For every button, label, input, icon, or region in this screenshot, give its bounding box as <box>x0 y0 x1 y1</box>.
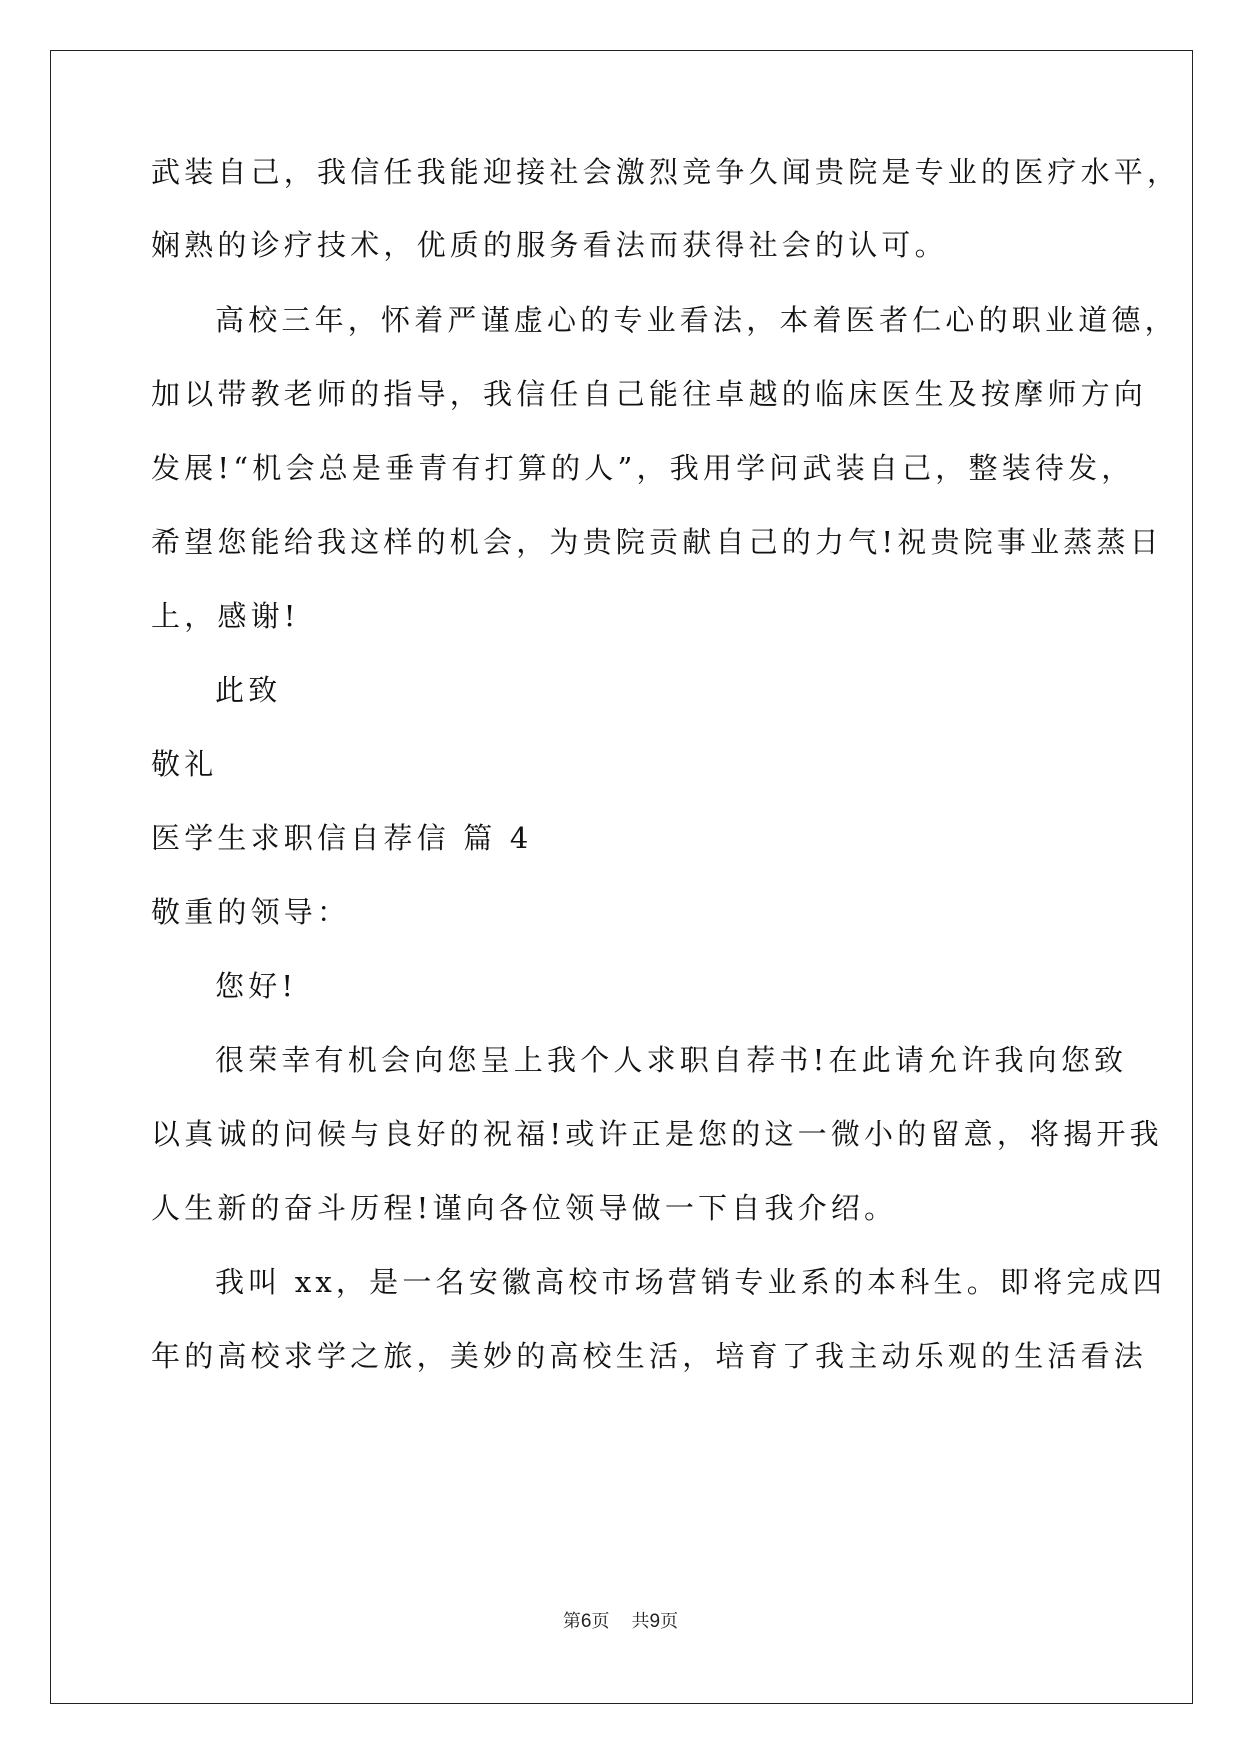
footer-page-number: 6 <box>580 1611 592 1632</box>
page-border <box>50 50 1193 1704</box>
greeting-recipient: 敬重的领导： <box>151 895 351 929</box>
page-footer <box>0 1610 1241 1634</box>
footer-total-number: 9 <box>649 1611 661 1632</box>
text-line: 很荣幸有机会向您呈上我个人求职自荐书!在此请允许我向您致 <box>215 1043 1128 1077</box>
footer-total-suffix: 页 <box>660 1611 679 1632</box>
greeting: 您好! <box>215 969 298 1003</box>
text-line: 娴熟的诊疗技术，优质的服务看法而获得社会的认可。 <box>151 228 948 262</box>
footer-page-suffix: 页 <box>591 1611 610 1632</box>
salutation-closing: 此致 <box>215 673 282 707</box>
text-line: 我叫 xx，是一名安徽高校市场营销专业系的本科生。即将完成四 <box>215 1265 1166 1299</box>
salutation-regards: 敬礼 <box>151 747 218 781</box>
text-line: 上，感谢! <box>151 599 300 633</box>
text-line: 高校三年，怀着严谨虚心的专业看法，本着医者仁心的职业道德， <box>215 303 1178 337</box>
text-line: 发展!“机会总是垂青有打算的人”，我用学问武装自己，整装待发， <box>151 451 1135 485</box>
footer-total-prefix: 共 <box>631 1611 650 1632</box>
text-line: 人生新的奋斗历程!谨向各位领导做一下自我介绍。 <box>151 1191 898 1225</box>
text-line: 武装自己，我信任我能迎接社会激烈竞争久闻贵院是专业的医疗水平， <box>151 155 1181 189</box>
text-line: 希望您能给我这样的机会，为贵院贡献自己的力气!祝贵院事业蒸蒸日 <box>151 525 1163 559</box>
text-line: 以真诚的问候与良好的祝福!或许正是您的这一微小的留意，将揭开我 <box>151 1117 1163 1151</box>
text-line: 加以带教老师的指导，我信任自己能往卓越的临床医生及按摩师方向 <box>151 377 1148 411</box>
section-heading: 医学生求职信自荐信 篇 4 <box>151 821 533 855</box>
text-line: 年的高校求学之旅，美妙的高校生活，培育了我主动乐观的生活看法 <box>151 1339 1148 1373</box>
footer-page-prefix: 第 <box>562 1611 581 1632</box>
